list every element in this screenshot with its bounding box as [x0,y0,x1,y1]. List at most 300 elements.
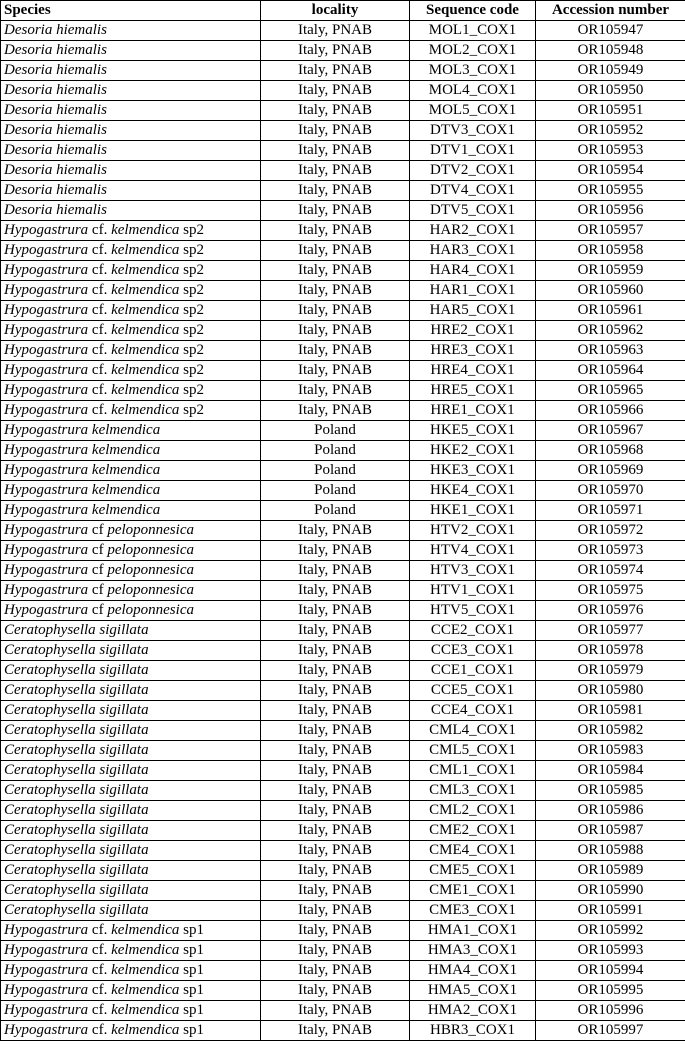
species-suffix-text: sp1 [179,922,204,938]
cell-accession-number: OR105986 [536,801,685,821]
cell-accession-number: OR105992 [536,921,685,941]
species-epithet-text: kelmendica [111,362,180,378]
cell-locality: Poland [261,501,410,521]
table-row [1,61,685,81]
cell-species [1,81,261,101]
species-qualifier-text: cf. [88,282,112,298]
cell-locality: Italy, PNAB [261,221,410,241]
cell-species [1,301,261,321]
header-species: Species [1,1,261,21]
cell-locality: Italy, PNAB [261,721,410,741]
species-italic-text: Hypogastrura [4,1022,89,1038]
table-row [1,81,685,101]
table-row [1,421,685,441]
species-epithet-text: peloponnesica [107,562,194,578]
cell-locality: Italy, PNAB [261,541,410,561]
cell-accession-number: OR105972 [536,521,685,541]
cell-accession-number: OR105948 [536,41,685,61]
table-row [1,221,685,241]
species-epithet-text: peloponnesica [107,542,194,558]
species-epithet-text: peloponnesica [107,522,194,538]
cell-species [1,121,261,141]
cell-accession-number: OR105983 [536,741,685,761]
cell-species [1,41,261,61]
species-qualifier-text: cf [88,542,108,558]
cell-accession-number: OR105979 [536,661,685,681]
cell-sequence-code: CML2_COX1 [410,801,536,821]
cell-species [1,321,261,341]
table-row [1,101,685,121]
species-italic-text: Desoria hiemalis [4,42,107,58]
table-row [1,841,685,861]
cell-accession-number: OR105995 [536,981,685,1001]
species-suffix-text: sp2 [179,242,204,258]
cell-locality: Italy, PNAB [261,801,410,821]
species-epithet-text: kelmendica [111,262,180,278]
cell-locality: Poland [261,441,410,461]
table-row [1,261,685,281]
species-suffix-text: sp2 [179,362,204,378]
species-italic-text: Hypogastrura [4,382,89,398]
cell-sequence-code: HTV4_COX1 [410,541,536,561]
cell-sequence-code: HBR3_COX1 [410,1021,536,1041]
cell-sequence-code: HAR5_COX1 [410,301,536,321]
species-italic-text: Ceratophysella sigillata [4,702,149,718]
species-qualifier-text: cf. [88,362,112,378]
species-suffix-text: sp2 [179,222,204,238]
cell-locality: Italy, PNAB [261,521,410,541]
cell-locality: Italy, PNAB [261,21,410,41]
cell-accession-number: OR105977 [536,621,685,641]
cell-accession-number: OR105955 [536,181,685,201]
species-italic-text: Desoria hiemalis [4,22,107,38]
species-italic-text: Ceratophysella sigillata [4,662,149,678]
species-epithet-text: kelmendica [111,402,180,418]
cell-species [1,161,261,181]
cell-accession-number: OR105996 [536,1001,685,1021]
cell-sequence-code: CCE4_COX1 [410,701,536,721]
cell-species [1,401,261,421]
species-epithet-text: kelmendica [111,222,180,238]
cell-species [1,241,261,261]
cell-sequence-code: HMA1_COX1 [410,921,536,941]
species-italic-text: Hypogastrura [4,942,89,958]
cell-species [1,181,261,201]
species-qualifier-text: cf. [88,302,112,318]
species-epithet-text: kelmendica [111,242,180,258]
species-italic-text: Hypogastrura [4,222,89,238]
cell-locality: Italy, PNAB [261,741,410,761]
cell-species [1,561,261,581]
cell-accession-number: OR105968 [536,441,685,461]
cell-species [1,461,261,481]
table-row [1,21,685,41]
cell-accession-number: OR105965 [536,381,685,401]
cell-accession-number: OR105973 [536,541,685,561]
cell-sequence-code: DTV1_COX1 [410,141,536,161]
cell-sequence-code: HAR3_COX1 [410,241,536,261]
species-italic-text: Hypogastrura [4,282,89,298]
cell-species [1,921,261,941]
species-qualifier-text: cf. [88,402,112,418]
cell-locality: Poland [261,461,410,481]
species-italic-text: Hypogastrura [4,322,89,338]
cell-locality: Italy, PNAB [261,141,410,161]
species-epithet-text: kelmendica [111,922,180,938]
species-italic-text: Ceratophysella sigillata [4,762,149,778]
cell-sequence-code: HKE1_COX1 [410,501,536,521]
species-suffix-text: sp2 [179,402,204,418]
table-row [1,441,685,461]
cell-locality: Italy, PNAB [261,941,410,961]
species-italic-text: Hypogastrura [4,522,89,538]
cell-accession-number: OR105981 [536,701,685,721]
species-qualifier-text: cf. [88,342,112,358]
table-row [1,941,685,961]
cell-species [1,701,261,721]
species-italic-text: Ceratophysella sigillata [4,842,149,858]
cell-sequence-code: DTV3_COX1 [410,121,536,141]
species-epithet-text: kelmendica [111,282,180,298]
cell-sequence-code: HRE3_COX1 [410,341,536,361]
cell-locality: Italy, PNAB [261,981,410,1001]
species-epithet-text: kelmendica [111,302,180,318]
table-row [1,921,685,941]
cell-species [1,421,261,441]
cell-species [1,621,261,641]
table-row [1,521,685,541]
cell-sequence-code: HRE1_COX1 [410,401,536,421]
cell-locality: Italy, PNAB [261,81,410,101]
cell-locality: Italy, PNAB [261,621,410,641]
table-row [1,861,685,881]
cell-accession-number: OR105985 [536,781,685,801]
cell-locality: Poland [261,481,410,501]
species-italic-text: Hypogastrura [4,542,89,558]
cell-locality: Italy, PNAB [261,201,410,221]
table-row [1,241,685,261]
cell-locality: Italy, PNAB [261,701,410,721]
table-row [1,661,685,681]
cell-locality: Italy, PNAB [261,881,410,901]
cell-accession-number: OR105954 [536,161,685,181]
species-suffix-text: sp1 [179,982,204,998]
cell-species [1,961,261,981]
cell-accession-number: OR105949 [536,61,685,81]
table-row [1,561,685,581]
species-suffix-text: sp1 [179,1002,204,1018]
cell-species [1,361,261,381]
species-italic-text: Ceratophysella sigillata [4,862,149,878]
cell-locality: Italy, PNAB [261,281,410,301]
species-epithet-text: peloponnesica [107,602,194,618]
cell-locality: Italy, PNAB [261,41,410,61]
cell-locality: Italy, PNAB [261,341,410,361]
cell-accession-number: OR105997 [536,1021,685,1041]
cell-sequence-code: HTV3_COX1 [410,561,536,581]
species-qualifier-text: cf. [88,1002,112,1018]
species-italic-text: Desoria hiemalis [4,202,107,218]
table-row [1,381,685,401]
cell-species [1,21,261,41]
cell-accession-number: OR105962 [536,321,685,341]
table-row [1,601,685,621]
cell-accession-number: OR105969 [536,461,685,481]
species-italic-text: Ceratophysella sigillata [4,622,149,638]
cell-sequence-code: DTV5_COX1 [410,201,536,221]
cell-species [1,201,261,221]
cell-accession-number: OR105984 [536,761,685,781]
cell-sequence-code: MOL5_COX1 [410,101,536,121]
cell-locality: Italy, PNAB [261,301,410,321]
cell-locality: Italy, PNAB [261,661,410,681]
cell-species [1,101,261,121]
species-italic-text: Hypogastrura [4,402,89,418]
cell-sequence-code: CCE1_COX1 [410,661,536,681]
species-italic-text: Hypogastrura kelmendica [4,442,161,458]
species-suffix-text: sp2 [179,282,204,298]
cell-species [1,861,261,881]
species-qualifier-text: cf. [88,242,112,258]
cell-species [1,641,261,661]
species-italic-text: Desoria hiemalis [4,182,107,198]
cell-sequence-code: CME1_COX1 [410,881,536,901]
header-accession-number: Accession number [536,1,685,21]
cell-accession-number: OR105947 [536,21,685,41]
cell-accession-number: OR105976 [536,601,685,621]
cell-locality: Italy, PNAB [261,101,410,121]
cell-sequence-code: HMA5_COX1 [410,981,536,1001]
cell-locality: Italy, PNAB [261,181,410,201]
species-qualifier-text: cf. [88,1022,112,1038]
cell-locality: Italy, PNAB [261,761,410,781]
species-italic-text: Ceratophysella sigillata [4,802,149,818]
cell-accession-number: OR105950 [536,81,685,101]
table-row [1,501,685,521]
table-row [1,581,685,601]
species-qualifier-text: cf. [88,982,112,998]
cell-sequence-code: HAR4_COX1 [410,261,536,281]
cell-sequence-code: MOL1_COX1 [410,21,536,41]
cell-species [1,481,261,501]
cell-accession-number: OR105987 [536,821,685,841]
species-italic-text: Hypogastrura [4,922,89,938]
cell-locality: Italy, PNAB [261,861,410,881]
cell-accession-number: OR105952 [536,121,685,141]
cell-sequence-code: HMA4_COX1 [410,961,536,981]
cell-sequence-code: HAR2_COX1 [410,221,536,241]
cell-locality: Italy, PNAB [261,321,410,341]
species-suffix-text: sp2 [179,342,204,358]
cell-accession-number: OR105974 [536,561,685,581]
species-italic-text: Desoria hiemalis [4,162,107,178]
cell-accession-number: OR105956 [536,201,685,221]
cell-sequence-code: MOL4_COX1 [410,81,536,101]
header-sequence-code: Sequence code [410,1,536,21]
cell-sequence-code: CML3_COX1 [410,781,536,801]
table-row [1,161,685,181]
cell-accession-number: OR105953 [536,141,685,161]
cell-sequence-code: CCE5_COX1 [410,681,536,701]
table-row [1,781,685,801]
species-italic-text: Hypogastrura [4,962,89,978]
species-italic-text: Ceratophysella sigillata [4,822,149,838]
cell-accession-number: OR105958 [536,241,685,261]
table-row [1,621,685,641]
table-row [1,341,685,361]
cell-sequence-code: MOL3_COX1 [410,61,536,81]
cell-locality: Italy, PNAB [261,821,410,841]
cell-accession-number: OR105988 [536,841,685,861]
cell-sequence-code: CML5_COX1 [410,741,536,761]
cell-species [1,741,261,761]
cell-accession-number: OR105957 [536,221,685,241]
species-italic-text: Hypogastrura [4,362,89,378]
cell-sequence-code: CME2_COX1 [410,821,536,841]
cell-species [1,141,261,161]
cell-sequence-code: CME4_COX1 [410,841,536,861]
cell-accession-number: OR105966 [536,401,685,421]
species-italic-text: Hypogastrura [4,982,89,998]
species-epithet-text: kelmendica [111,1002,180,1018]
cell-species [1,841,261,861]
species-italic-text: Hypogastrura kelmendica [4,422,161,438]
cell-species [1,61,261,81]
table-row [1,121,685,141]
species-italic-text: Ceratophysella sigillata [4,902,149,918]
species-italic-text: Ceratophysella sigillata [4,742,149,758]
cell-species [1,761,261,781]
cell-accession-number: OR105989 [536,861,685,881]
species-qualifier-text: cf [88,602,108,618]
species-italic-text: Ceratophysella sigillata [4,682,149,698]
cell-locality: Italy, PNAB [261,161,410,181]
table-row [1,481,685,501]
table-row [1,181,685,201]
species-qualifier-text: cf. [88,942,112,958]
species-epithet-text: kelmendica [111,942,180,958]
cell-locality: Poland [261,421,410,441]
cell-locality: Italy, PNAB [261,61,410,81]
species-qualifier-text: cf [88,522,108,538]
cell-sequence-code: CCE2_COX1 [410,621,536,641]
cell-species [1,1001,261,1021]
table-row [1,821,685,841]
cell-locality: Italy, PNAB [261,841,410,861]
cell-sequence-code: HKE5_COX1 [410,421,536,441]
cell-accession-number: OR105990 [536,881,685,901]
species-epithet-text: peloponnesica [107,582,194,598]
species-epithet-text: kelmendica [111,322,180,338]
cell-sequence-code: CCE3_COX1 [410,641,536,661]
cell-accession-number: OR105993 [536,941,685,961]
species-suffix-text: sp2 [179,302,204,318]
table-row [1,881,685,901]
species-epithet-text: kelmendica [111,982,180,998]
species-italic-text: Desoria hiemalis [4,82,107,98]
cell-species [1,341,261,361]
table-row [1,461,685,481]
table-row [1,201,685,221]
cell-locality: Italy, PNAB [261,921,410,941]
cell-sequence-code: CML1_COX1 [410,761,536,781]
cell-sequence-code: HRE2_COX1 [410,321,536,341]
species-suffix-text: sp2 [179,382,204,398]
species-italic-text: Desoria hiemalis [4,142,107,158]
cell-sequence-code: HMA3_COX1 [410,941,536,961]
table-row [1,761,685,781]
cell-species [1,521,261,541]
species-italic-text: Hypogastrura kelmendica [4,482,161,498]
cell-locality: Italy, PNAB [261,261,410,281]
cell-species [1,821,261,841]
cell-species [1,261,261,281]
table-row [1,361,685,381]
table-row [1,1001,685,1021]
table-row [1,541,685,561]
cell-species [1,1021,261,1041]
species-italic-text: Ceratophysella sigillata [4,642,149,658]
species-italic-text: Hypogastrura [4,242,89,258]
species-italic-text: Ceratophysella sigillata [4,722,149,738]
cell-locality: Italy, PNAB [261,681,410,701]
table-row [1,641,685,661]
cell-sequence-code: MOL2_COX1 [410,41,536,61]
cell-locality: Italy, PNAB [261,961,410,981]
cell-species [1,901,261,921]
cell-accession-number: OR105994 [536,961,685,981]
table-row [1,401,685,421]
table-row [1,801,685,821]
cell-sequence-code: CME3_COX1 [410,901,536,921]
cell-species [1,681,261,701]
species-qualifier-text: cf. [88,962,112,978]
cell-accession-number: OR105964 [536,361,685,381]
cell-accession-number: OR105960 [536,281,685,301]
cell-sequence-code: HTV1_COX1 [410,581,536,601]
species-italic-text: Desoria hiemalis [4,102,107,118]
cell-locality: Italy, PNAB [261,781,410,801]
cell-accession-number: OR105980 [536,681,685,701]
cell-locality: Italy, PNAB [261,581,410,601]
table-body [1,21,685,1041]
cell-locality: Italy, PNAB [261,121,410,141]
cell-accession-number: OR105961 [536,301,685,321]
cell-species [1,721,261,741]
cell-locality: Italy, PNAB [261,1001,410,1021]
table-row [1,981,685,1001]
cell-sequence-code: CME5_COX1 [410,861,536,881]
cell-accession-number: OR105971 [536,501,685,521]
cell-species [1,281,261,301]
species-italic-text: Hypogastrura [4,302,89,318]
species-suffix-text: sp1 [179,1022,204,1038]
table-row [1,281,685,301]
species-qualifier-text: cf. [88,262,112,278]
cell-accession-number: OR105991 [536,901,685,921]
species-italic-text: Hypogastrura [4,262,89,278]
cell-locality: Italy, PNAB [261,561,410,581]
cell-sequence-code: DTV4_COX1 [410,181,536,201]
cell-species [1,601,261,621]
cell-sequence-code: HAR1_COX1 [410,281,536,301]
cell-species [1,881,261,901]
cell-species [1,661,261,681]
cell-species [1,501,261,521]
species-italic-text: Hypogastrura [4,1002,89,1018]
species-epithet-text: kelmendica [111,342,180,358]
species-italic-text: Hypogastrura [4,582,89,598]
